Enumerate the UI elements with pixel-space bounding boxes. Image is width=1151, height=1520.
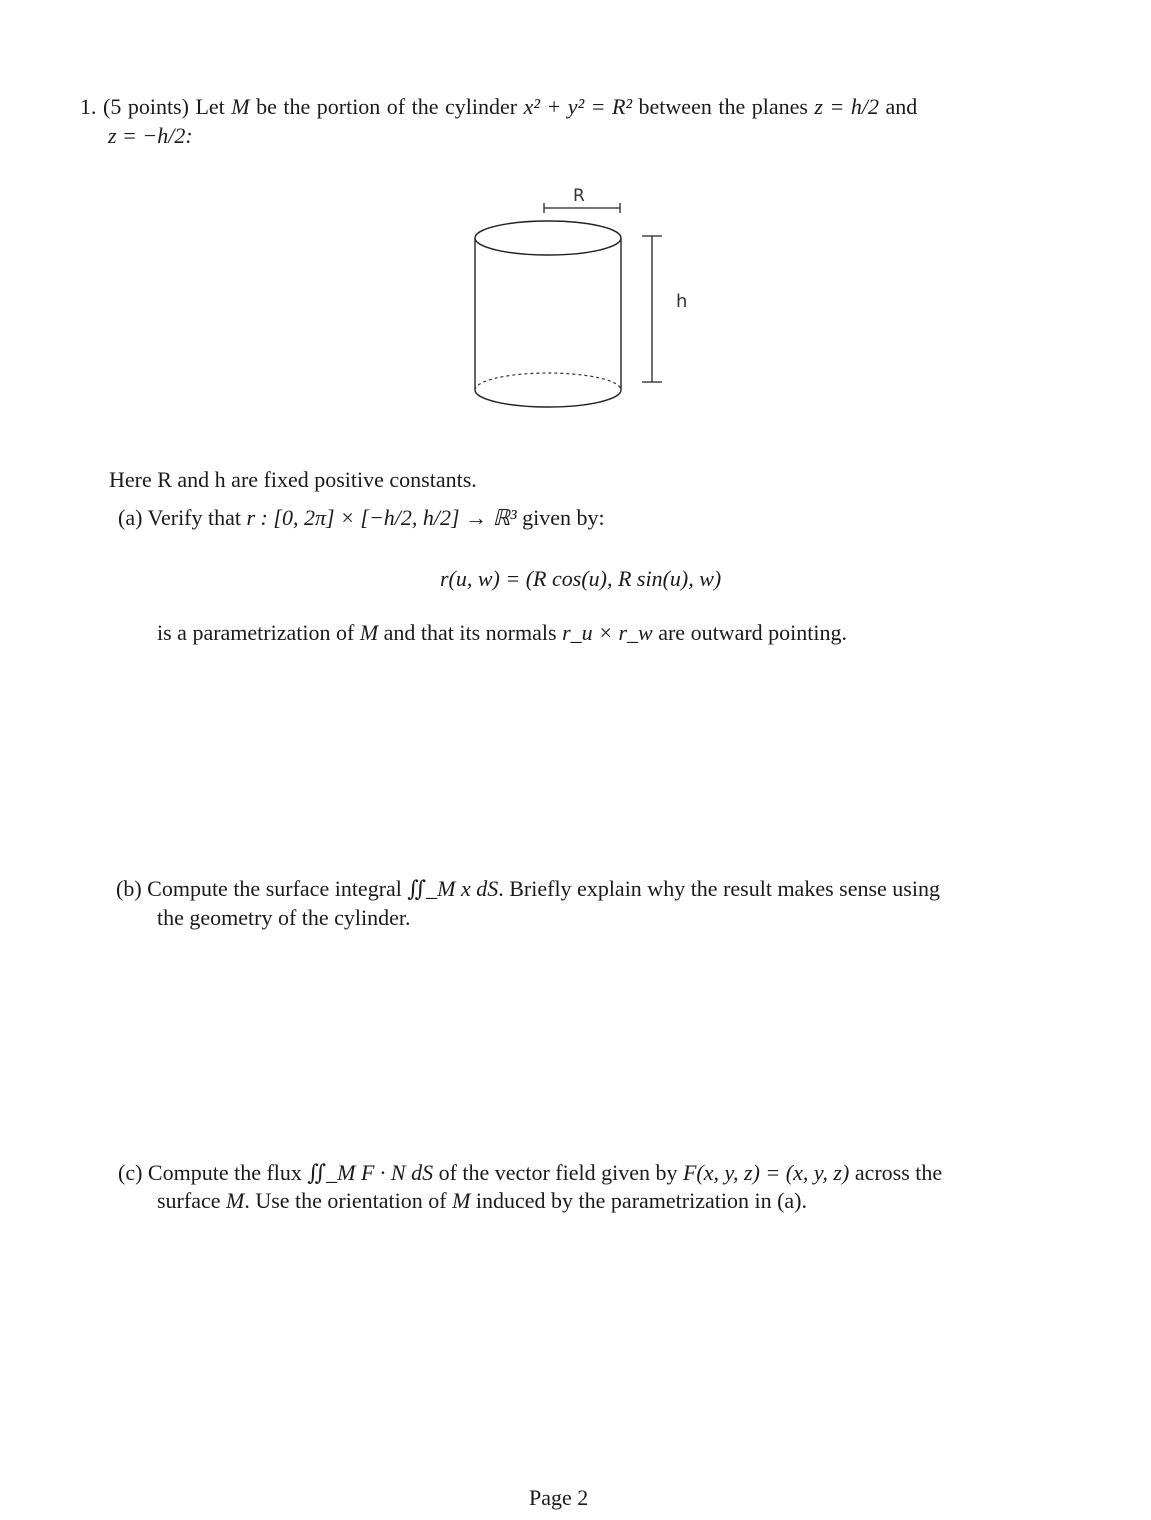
part-b-integral: ∬_M x dS [407,876,499,901]
cylinder-top-ellipse [475,221,621,255]
problem-line-2 [108,123,193,149]
part-b-label: (b) [116,876,142,901]
page-number: Page 2 [529,1485,589,1510]
plane-top: z = h/2 [814,94,879,119]
height-label: h [676,291,688,312]
part-a-line-2: is a parametrization of M and that its normals r_u × r_w are outward pointing. [157,620,848,645]
part-c-field: F(x, y, z) = (x, y, z) [682,1160,850,1185]
part-a-label: (a) [118,505,143,530]
problem-points: (5 points) [103,94,189,119]
part-c-line-1: (c) Compute the flux ∬_M F · N dS of the vector field given by F(x, y, z) = (x, y, z) across the [118,1160,943,1185]
part-a-normals: r_u × r_w [562,620,653,645]
problem-line-1: 1. (5 points) Let M be the portion of the cylinder x² + y² = R² between the planes z = h/2 and [80,94,918,119]
cylinder-figure [460,180,720,420]
part-c-integral: ∬_M F · N dS [307,1160,434,1185]
radius-label: R [573,186,585,206]
constants-note: Here R and h are fixed positive constants. [109,467,477,492]
cylinder-bottom-back [475,373,621,390]
set-symbol: M [231,94,250,119]
part-b-line-1: (b) Compute the surface integral ∬_M x dS. Briefly explain why the result makes sense using [116,876,940,901]
part-a-line-1: (a) Verify that r : [0, 2π] × [−h/2, h/2] → ℝ³ given by: [118,505,605,530]
cylinder-equation: x² + y² = R² [523,94,633,119]
plane-bottom: z = −h/2: [108,123,193,148]
part-a-mapping: r : [0, 2π] × [−h/2, h/2] → ℝ³ [246,505,517,530]
problem-number: 1. [80,94,97,119]
part-c-label: (c) [118,1160,143,1185]
part-a-formula: r(u, w) = (R cos(u), R sin(u), w) [440,566,722,591]
part-c-line-2: surface M. Use the orientation of M induced by the parametrization in (a). [157,1188,807,1213]
cylinder-bottom-front [475,390,621,407]
part-b-line-2: the geometry of the cylinder. [157,905,411,930]
